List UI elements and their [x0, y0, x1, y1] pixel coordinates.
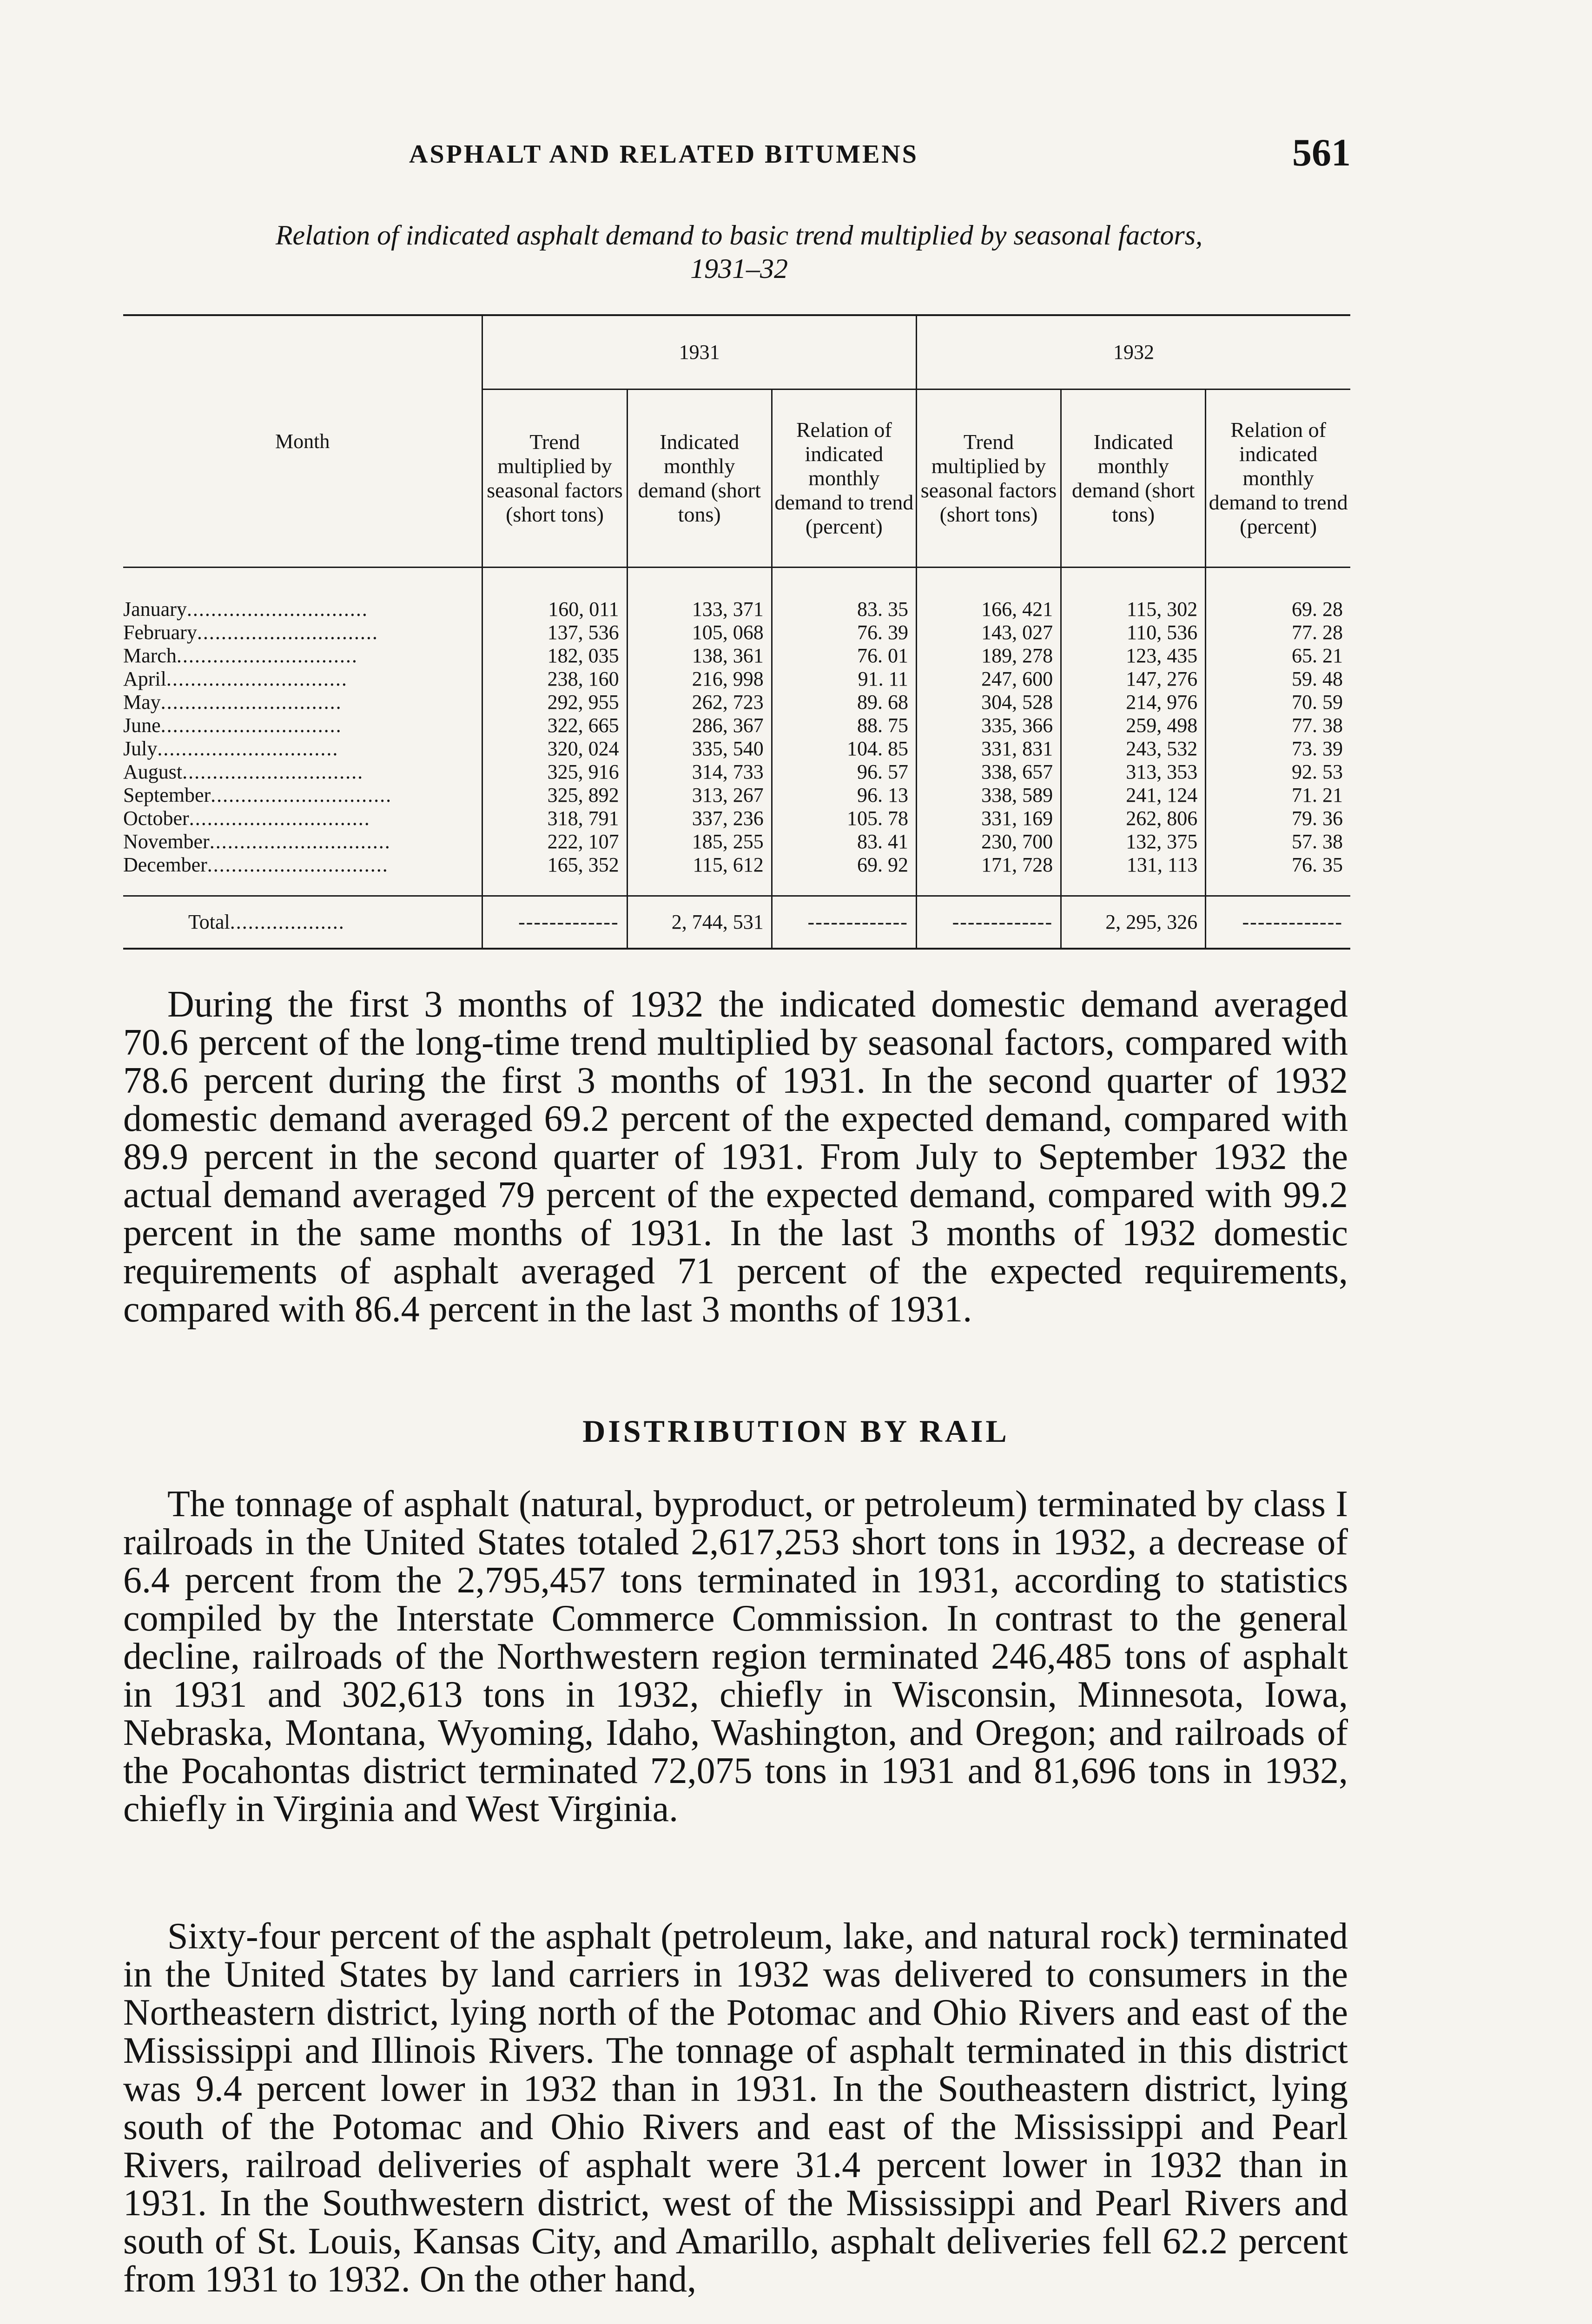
dot-leader: .............................. [209, 830, 391, 853]
trend-1932-cell: 304, 528 [916, 691, 1061, 714]
trend-1931-cell: 160, 011 [482, 568, 627, 621]
indicated-1932-header: Indicated monthly demand (short tons) [1061, 390, 1206, 568]
month-cell [123, 784, 482, 807]
indicated-1931-cell: 337, 236 [627, 807, 772, 830]
indicated-1931-cell: 286, 367 [627, 714, 772, 737]
relation-1932-cell: 69. 28 [1206, 568, 1350, 621]
indicated-1931-cell: 105, 068 [627, 621, 772, 644]
relation-1932-header: Relation of indicated monthly demand to trend (percent) [1206, 390, 1350, 568]
trend-1932-cell: 335, 366 [916, 714, 1061, 737]
total-indicated-1931: 2, 744, 531 [627, 896, 772, 949]
total-row [123, 896, 1350, 949]
table-body [123, 568, 1350, 896]
indicated-1932-cell: 313, 353 [1061, 760, 1206, 784]
relation-1931-cell: 105. 78 [772, 807, 916, 830]
month-cell [123, 807, 482, 830]
month-cell [123, 691, 482, 714]
month-label: May [123, 691, 161, 713]
indicated-1931-cell: 138, 361 [627, 644, 772, 667]
paragraph-3: Sixty-four percent of the asphalt (petroleum, lake, and natural rock) terminated in the United States by land carriers in 1932 was delivered to consumers in the Northeastern district, lying north of the Potomac and Ohio Rivers and east of the Mississippi and Illinois Rivers. The tonnage of asphalt terminated in this district was 9.4 percent lower in 1932 than in 1931. In the Southeastern district, lying south of the Potomac and Ohio Rivers and east of the Mississippi and Pearl Rivers, railroad deliveries of asphalt were 31.4 percent lower in 1932 than in 1931. In the Southwestern district, west of the Mississippi and Pearl Rivers and south of St. Louis, Kansas City, and Amarillo, asphalt deliveries fell 62.2 percent from 1931 to 1932. On the other hand, [123, 1916, 1348, 2300]
section-heading: DISTRIBUTION BY RAIL [582, 1413, 1010, 1449]
month-cell [123, 667, 482, 691]
paragraph-1: During the first 3 months of 1932 the indicated domestic demand averaged 70.6 percent of the long-time trend multiplied by seasonal factors, compared with 78.6 percent during the first 3 months of 1931. In the second quarter of 1932 domestic demand averaged 69.2 percent of the expected demand, compared with 89.9 percent in the second quarter of 1931. From July to September 1932 the actual demand averaged 79 percent of the expected demand, compared with 99.2 percent in the same months of 1931. In the last 3 months of 1932 domestic requirements of asphalt averaged 71 percent of the expected requirements, compared with 86.4 percent in the last 3 months of 1931. [123, 984, 1348, 1330]
relation-1931-cell: 96. 57 [772, 760, 916, 784]
total-label [123, 896, 482, 949]
total-relation-1931 [772, 896, 916, 949]
relation-1932-cell: 65. 21 [1206, 644, 1350, 667]
indicated-1932-cell: 262, 806 [1061, 807, 1206, 830]
table-caption [112, 218, 1367, 285]
paragraph-2: The tonnage of asphalt (natural, byproduct, or petroleum) terminated by class I railroads in the United States totaled 2,617,253 short tons in 1932, a decrease of 6.4 percent from the 2,795,457 tons terminated in 1931, according to statistics compiled by the Interstate Commerce Commission. In contrast to the general decline, railroads of the Northwestern region terminated 246,485 tons of asphalt in 1931 and 302,613 tons in 1932, chiefly in Wisconsin, Minnesota, Iowa, Nebraska, Montana, Wyoming, Idaho, Washington, and Oregon; and railroads of the Pocahontas district terminated 72,075 tons in 1931 and 81,696 tons in 1932, chiefly in Virginia and West Virginia. [123, 1484, 1348, 1829]
indicated-1932-cell: 110, 536 [1061, 621, 1206, 644]
dot-leader: .............................. [160, 691, 342, 713]
month-cell [123, 714, 482, 737]
indicated-1931-cell: 115, 612 [627, 853, 772, 896]
month-label: July [123, 737, 158, 760]
dot-leader: .............................. [207, 853, 389, 876]
month-label: December [123, 853, 207, 876]
indicated-1931-cell: 313, 267 [627, 784, 772, 807]
trend-1932-cell: 166, 421 [916, 568, 1061, 621]
trend-1931-header: Trend multiplied by seasonal factors (short tons) [482, 390, 627, 568]
table-row [123, 667, 1350, 691]
trend-1931-cell: 322, 665 [482, 714, 627, 737]
indicated-1931-header: Indicated monthly demand (short tons) [627, 390, 772, 568]
table-row [123, 644, 1350, 667]
month-label: November [123, 830, 210, 853]
dot-leader: .............................. [197, 621, 378, 644]
relation-1931-cell: 83. 41 [772, 830, 916, 853]
dot-leader: .............................. [182, 760, 364, 783]
month-label: September [123, 784, 211, 806]
relation-1931-cell: 96. 13 [772, 784, 916, 807]
trend-1932-cell: 247, 600 [916, 667, 1061, 691]
indicated-1932-cell: 214, 976 [1061, 691, 1206, 714]
table-row [123, 621, 1350, 644]
indicated-1932-cell: 115, 302 [1061, 568, 1206, 621]
total-trend-1931 [482, 896, 627, 949]
paragraph-districts [123, 1917, 1348, 2298]
demand-table [123, 314, 1350, 950]
relation-1931-cell: 69. 92 [772, 853, 916, 896]
relation-1932-cell: 59. 48 [1206, 667, 1350, 691]
relation-1932-cell: 76. 35 [1206, 853, 1350, 896]
paragraph-rail [123, 1485, 1348, 1828]
relation-1932-cell: 70. 59 [1206, 691, 1350, 714]
month-label: April [123, 667, 166, 690]
relation-1931-header: Relation of indicated monthly demand to trend (percent) [772, 390, 916, 568]
trend-1931-cell: 222, 107 [482, 830, 627, 853]
month-label: October [123, 807, 189, 830]
trend-1932-cell: 189, 278 [916, 644, 1061, 667]
indicated-1932-cell: 132, 375 [1061, 830, 1206, 853]
total-indicated-1932: 2, 295, 326 [1061, 896, 1206, 949]
relation-1932-cell: 71. 21 [1206, 784, 1350, 807]
indicated-1931-cell: 216, 998 [627, 667, 772, 691]
indicated-1931-cell: 314, 733 [627, 760, 772, 784]
indicated-1931-cell: 133, 371 [627, 568, 772, 621]
caption-line-2: 1931–32 [690, 253, 788, 284]
total-trend-1931-dashes: ------------- [518, 911, 619, 933]
dot-leader: .............................. [211, 784, 392, 806]
trend-1932-cell: 171, 728 [916, 853, 1061, 896]
table-row [123, 784, 1350, 807]
table-row [123, 830, 1350, 853]
dot-leader: .............................. [160, 714, 342, 737]
month-cell [123, 644, 482, 667]
caption-line-1: Relation of indicated asphalt demand to basic trend multiplied by seasonal factors, [275, 220, 1203, 251]
trend-1932-cell: 143, 027 [916, 621, 1061, 644]
month-label: June [123, 714, 161, 737]
total-trend-1932 [916, 896, 1061, 949]
trend-1931-cell: 165, 352 [482, 853, 627, 896]
table-row [123, 853, 1350, 896]
running-head: ASPHALT AND RELATED BITUMENS [409, 140, 918, 169]
dot-leader: .............................. [189, 807, 370, 830]
relation-1931-cell: 91. 11 [772, 667, 916, 691]
dot-leader: .............................. [176, 644, 358, 667]
relation-1932-cell: 92. 53 [1206, 760, 1350, 784]
indicated-1931-cell: 335, 540 [627, 737, 772, 760]
indicated-1932-cell: 241, 124 [1061, 784, 1206, 807]
page-number: 561 [1292, 131, 1351, 174]
trend-1931-cell: 325, 916 [482, 760, 627, 784]
total-relation-1932 [1206, 896, 1350, 949]
dot-leader: .............................. [166, 667, 348, 690]
relation-1932-cell: 77. 38 [1206, 714, 1350, 737]
relation-1932-cell: 57. 38 [1206, 830, 1350, 853]
indicated-1931-cell: 262, 723 [627, 691, 772, 714]
trend-1932-cell: 338, 589 [916, 784, 1061, 807]
trend-1932-cell: 331, 169 [916, 807, 1061, 830]
indicated-1932-cell: 147, 276 [1061, 667, 1206, 691]
trend-1931-cell: 325, 892 [482, 784, 627, 807]
table-row [123, 760, 1350, 784]
indicated-1931-cell: 185, 255 [627, 830, 772, 853]
total-trend-1932-dashes: ------------- [952, 911, 1053, 933]
month-label: March [123, 644, 177, 667]
year-1932-header: 1932 [916, 315, 1350, 390]
indicated-1932-cell: 243, 532 [1061, 737, 1206, 760]
relation-1931-cell: 76. 01 [772, 644, 916, 667]
trend-1932-cell: 331, 831 [916, 737, 1061, 760]
trend-1931-cell: 318, 791 [482, 807, 627, 830]
relation-1931-cell: 89. 68 [772, 691, 916, 714]
month-column-header: Month [123, 315, 482, 568]
relation-1932-cell: 79. 36 [1206, 807, 1350, 830]
dot-leader: .............................. [186, 598, 368, 621]
month-cell [123, 737, 482, 760]
relation-1932-cell: 77. 28 [1206, 621, 1350, 644]
demand-table-wrapper [123, 314, 1350, 950]
total-relation-1932-dashes: ------------- [1242, 911, 1343, 933]
table-row [123, 737, 1350, 760]
trend-1931-cell: 320, 024 [482, 737, 627, 760]
trend-1931-cell: 137, 536 [482, 621, 627, 644]
relation-1931-cell: 88. 75 [772, 714, 916, 737]
relation-1932-cell: 73. 39 [1206, 737, 1350, 760]
trend-1932-cell: 338, 657 [916, 760, 1061, 784]
month-label: January [123, 598, 187, 621]
month-label: August [123, 760, 183, 783]
paragraph-demand [123, 985, 1348, 1328]
indicated-1932-cell: 131, 113 [1061, 853, 1206, 896]
table-row [123, 568, 1350, 621]
month-label: February [123, 621, 197, 644]
trend-1931-cell: 292, 955 [482, 691, 627, 714]
month-cell [123, 760, 482, 784]
indicated-1932-cell: 123, 435 [1061, 644, 1206, 667]
relation-1931-cell: 83. 35 [772, 568, 916, 621]
total-relation-1931-dashes: ------------- [807, 911, 908, 933]
trend-1932-header: Trend multiplied by seasonal factors (short tons) [916, 390, 1061, 568]
trend-1932-cell: 230, 700 [916, 830, 1061, 853]
dot-leader: .............................. [157, 737, 339, 760]
table-row [123, 714, 1350, 737]
total-leader: ................... [230, 911, 345, 933]
year-1931-header: 1931 [482, 315, 917, 390]
relation-1931-cell: 104. 85 [772, 737, 916, 760]
month-cell [123, 621, 482, 644]
trend-1931-cell: 182, 035 [482, 644, 627, 667]
table-row [123, 691, 1350, 714]
month-cell [123, 853, 482, 896]
indicated-1932-cell: 259, 498 [1061, 714, 1206, 737]
trend-1931-cell: 238, 160 [482, 667, 627, 691]
total-label-text: Total [188, 911, 230, 933]
month-cell [123, 568, 482, 621]
month-cell [123, 830, 482, 853]
table-row [123, 807, 1350, 830]
relation-1931-cell: 76. 39 [772, 621, 916, 644]
